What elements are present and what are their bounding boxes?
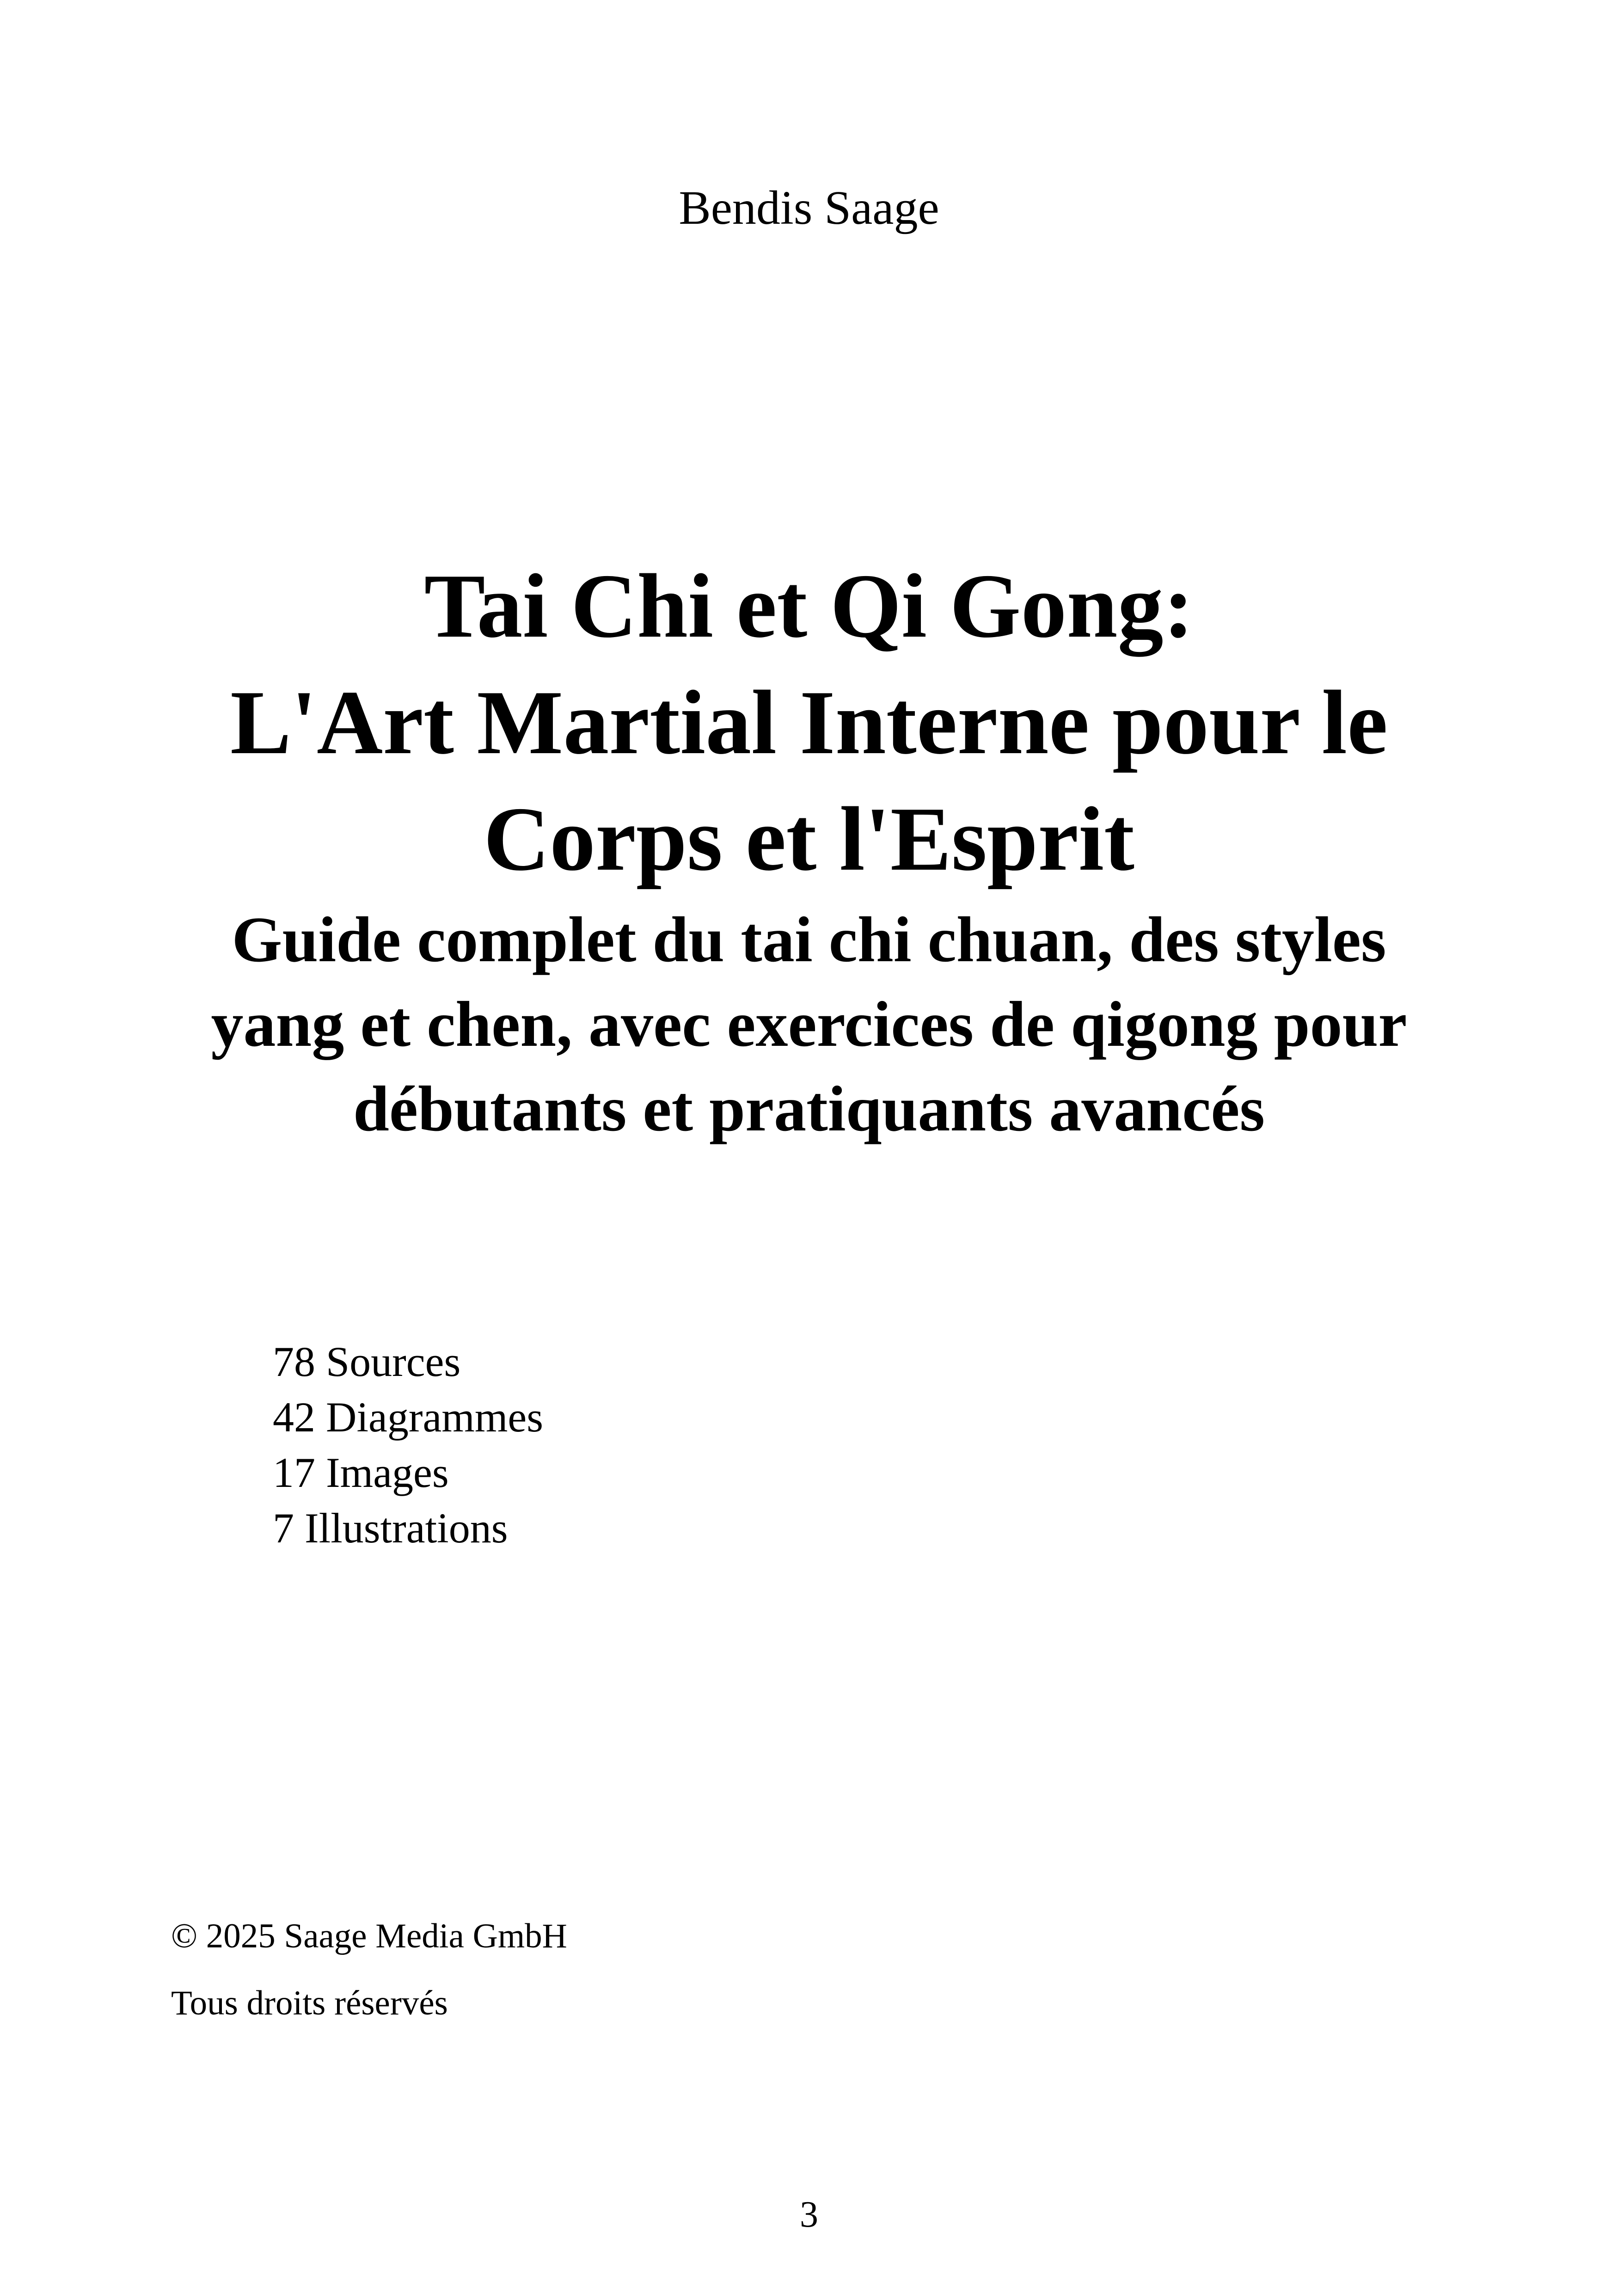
book-subtitle-line: yang et chen, avec exercices de qigong pour (211, 988, 1407, 1060)
book-title-line: Tai Chi et Qi Gong: (424, 555, 1194, 657)
stat-images: 17 Images (273, 1449, 449, 1496)
title-block (139, 548, 1479, 1151)
stat-sources: 78 Sources (273, 1338, 461, 1385)
author-name: Bendis Saage (679, 181, 939, 234)
content-stats-list (273, 1334, 543, 1556)
book-subtitle-line: débutants et pratiquants avancés (353, 1073, 1265, 1145)
stat-diagrams: 42 Diagrammes (273, 1394, 544, 1441)
book-subtitle-line: Guide complet du tai chi chuan, des styles (232, 904, 1386, 976)
rights-notice: Tous droits réservés (171, 1984, 448, 2022)
book-title-line: L'Art Martial Interne pour le (230, 672, 1388, 773)
page-number: 3 (800, 2194, 818, 2235)
book-title-line: Corps et l'Esprit (484, 788, 1134, 890)
stat-illustrations: 7 Illustrations (273, 1504, 508, 1552)
copyright-notice: © 2025 Saage Media GmbH (171, 1917, 567, 1955)
